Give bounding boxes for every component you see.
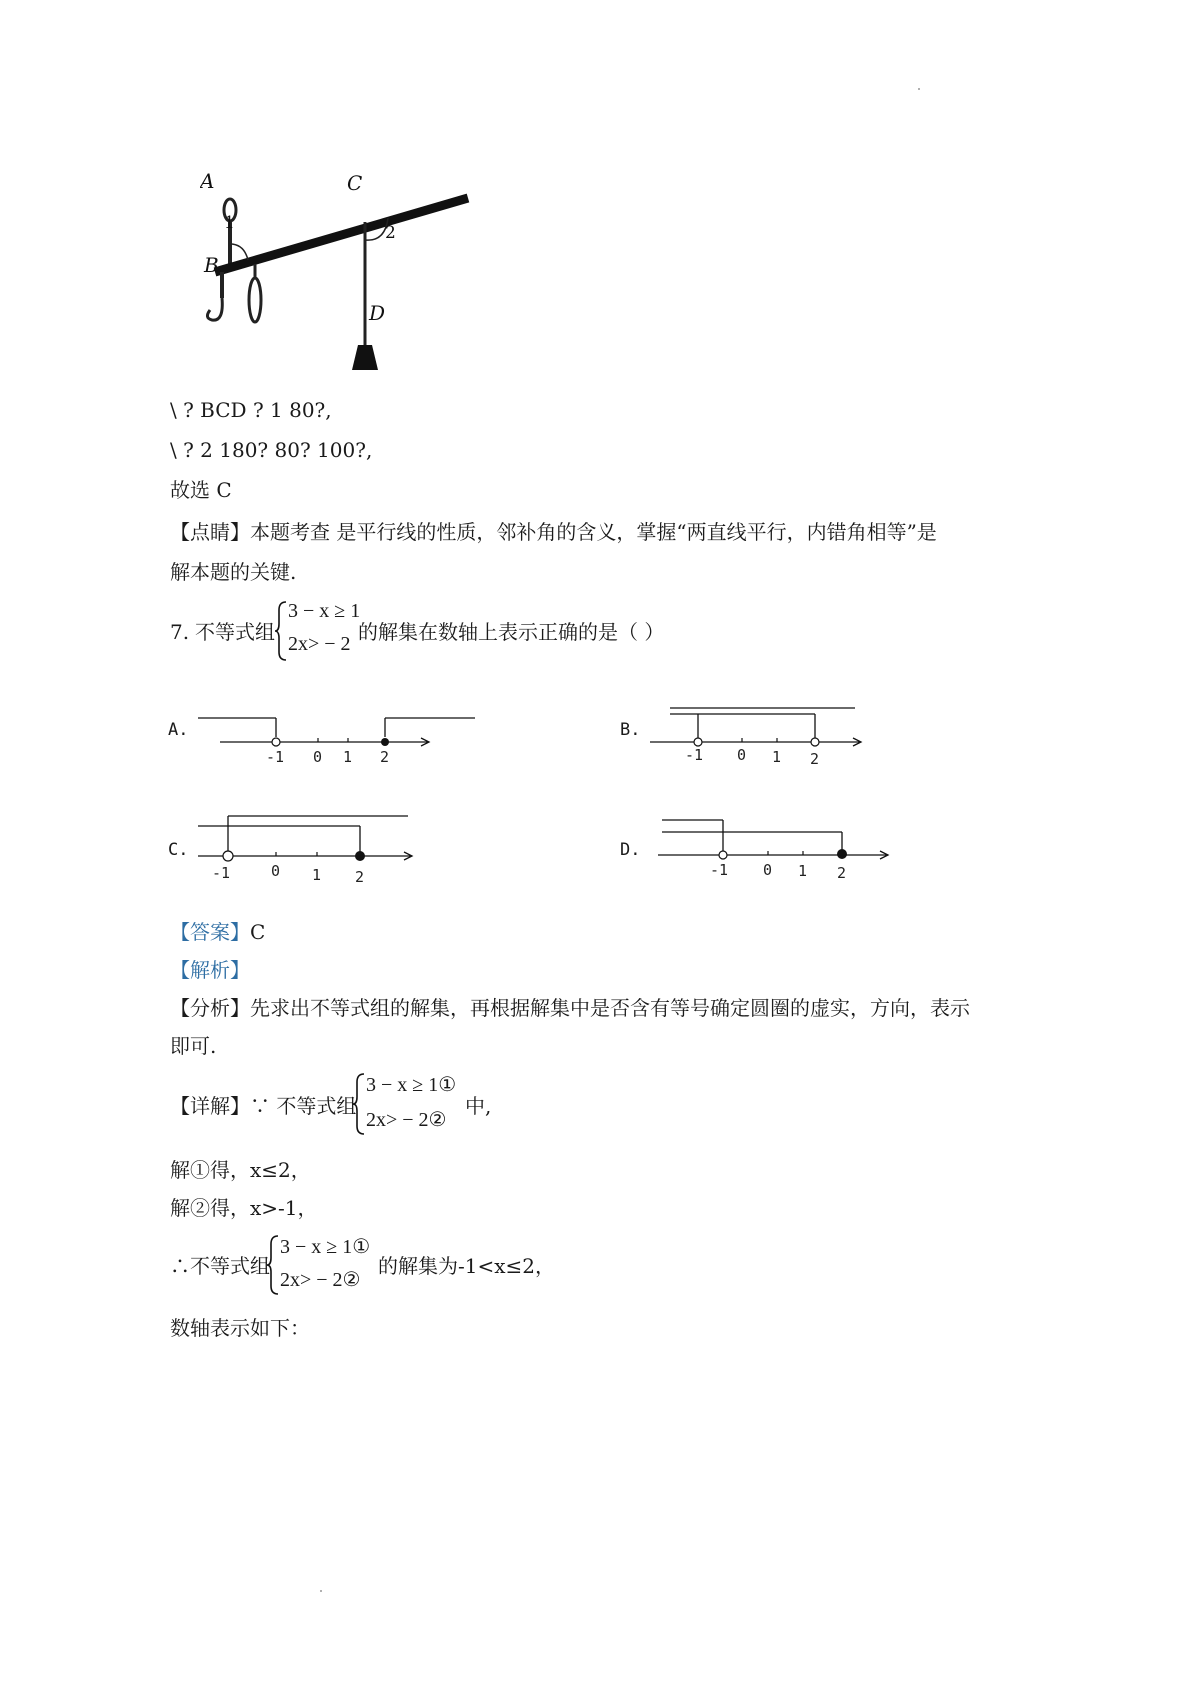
brace-therefore bbox=[266, 1234, 280, 1296]
therefore-prefix: ∴不等式组 bbox=[170, 1254, 270, 1278]
xiangjie-ineq1: 3 − x ≥ 1① bbox=[366, 1074, 457, 1096]
therefore-ineq2: 2x> − 2② bbox=[280, 1269, 361, 1291]
brace-xiangjie bbox=[352, 1072, 366, 1136]
analysis-tag: 【解析】 bbox=[170, 958, 250, 982]
number-line-intro: 数轴表示如下： bbox=[170, 1316, 310, 1340]
tick-d-2: 2 bbox=[837, 864, 847, 882]
step-2: 解②得，x>-1， bbox=[170, 1196, 318, 1220]
comment-line-2: 解本题的关键. bbox=[170, 560, 297, 584]
answer-value: C bbox=[250, 920, 266, 944]
tick-c-neg1: -1 bbox=[212, 864, 231, 882]
tick-a-1: 1 bbox=[343, 748, 353, 766]
answer-tag: 【答案】 bbox=[170, 920, 250, 944]
therefore-result: 的解集为-1<x≤2， bbox=[378, 1254, 556, 1278]
choice-line: 故选 C bbox=[170, 478, 232, 502]
tick-d-1: 1 bbox=[798, 862, 808, 880]
brace-q7 bbox=[274, 600, 288, 662]
xiangjie-prefix: 不等式组 bbox=[276, 1094, 357, 1118]
tick-a-neg1: -1 bbox=[266, 748, 285, 766]
proof-line-1: \ ? BCD ? 1 80?, bbox=[170, 398, 332, 422]
xiangjie-tag bbox=[170, 1092, 356, 1120]
option-a-label: A. bbox=[168, 720, 189, 740]
fenxi-text: 先求出不等式组的解集，再根据解集中是否含有等号确定圆圈的虚实，方向，表示 bbox=[250, 996, 970, 1020]
option-c-label: C. bbox=[168, 840, 189, 860]
comment-line bbox=[170, 518, 937, 546]
tick-a-2: 2 bbox=[380, 748, 390, 766]
scan-dot-top bbox=[918, 88, 920, 90]
tick-d-0: 0 bbox=[763, 861, 773, 879]
option-b-numberline bbox=[645, 700, 905, 770]
label-A: A bbox=[200, 169, 215, 193]
answer-line bbox=[170, 918, 265, 946]
proof-line-2: \ ? 2 180? 80? 100?, bbox=[170, 438, 373, 462]
label-B: B bbox=[204, 253, 219, 277]
comment-text: 本题考查 是平行线的性质，邻补角的含义，掌握“两直线平行，内错角相等”是 bbox=[250, 520, 937, 544]
tick-c-1: 1 bbox=[312, 866, 322, 884]
xiangjie-ineq2: 2x> − 2② bbox=[366, 1109, 447, 1131]
tick-d-neg1: -1 bbox=[710, 861, 729, 879]
label-angle2: 2 bbox=[385, 223, 396, 243]
tick-b-0: 0 bbox=[737, 746, 747, 764]
scan-dot-bottom bbox=[320, 1590, 322, 1592]
tick-c-0: 0 bbox=[271, 862, 281, 880]
therefore-ineq1: 3 − x ≥ 1① bbox=[280, 1236, 371, 1258]
tick-b-2: 2 bbox=[810, 750, 820, 768]
option-c-numberline bbox=[190, 808, 430, 888]
tick-a-0: 0 bbox=[313, 748, 323, 766]
tick-c-2: 2 bbox=[355, 868, 365, 886]
step-1: 解①得，x≤2， bbox=[170, 1158, 311, 1182]
comment-tag: 【点睛】 bbox=[170, 520, 250, 544]
label-C: C bbox=[347, 171, 363, 195]
option-d-numberline bbox=[650, 815, 900, 890]
because-symbol: ∵ bbox=[250, 1094, 270, 1118]
question-prefix: 不等式组 bbox=[195, 620, 275, 644]
label-angle1: 1 bbox=[224, 213, 235, 233]
question-number: 7. bbox=[170, 620, 190, 644]
label-D: D bbox=[369, 301, 386, 325]
option-a-numberline bbox=[190, 705, 490, 770]
question-suffix: 的解集在数轴上表示正确的是（ ） bbox=[358, 620, 665, 644]
xiangjie-tag-text: 【详解】 bbox=[170, 1094, 250, 1118]
fenxi-tag: 【分析】 bbox=[170, 996, 250, 1020]
question-ineq1: 3 − x ≥ 1 bbox=[288, 600, 361, 622]
option-b-label: B. bbox=[620, 720, 641, 740]
lever-figure bbox=[200, 160, 500, 410]
option-d-label: D. bbox=[620, 840, 641, 860]
question-ineq2: 2x> − 2 bbox=[288, 633, 351, 655]
tick-b-1: 1 bbox=[772, 748, 782, 766]
fenxi-line bbox=[170, 994, 970, 1022]
xiangjie-suffix: 中, bbox=[465, 1094, 492, 1118]
tick-b-neg1: -1 bbox=[685, 746, 704, 764]
fenxi-line-2: 即可. bbox=[170, 1034, 217, 1058]
